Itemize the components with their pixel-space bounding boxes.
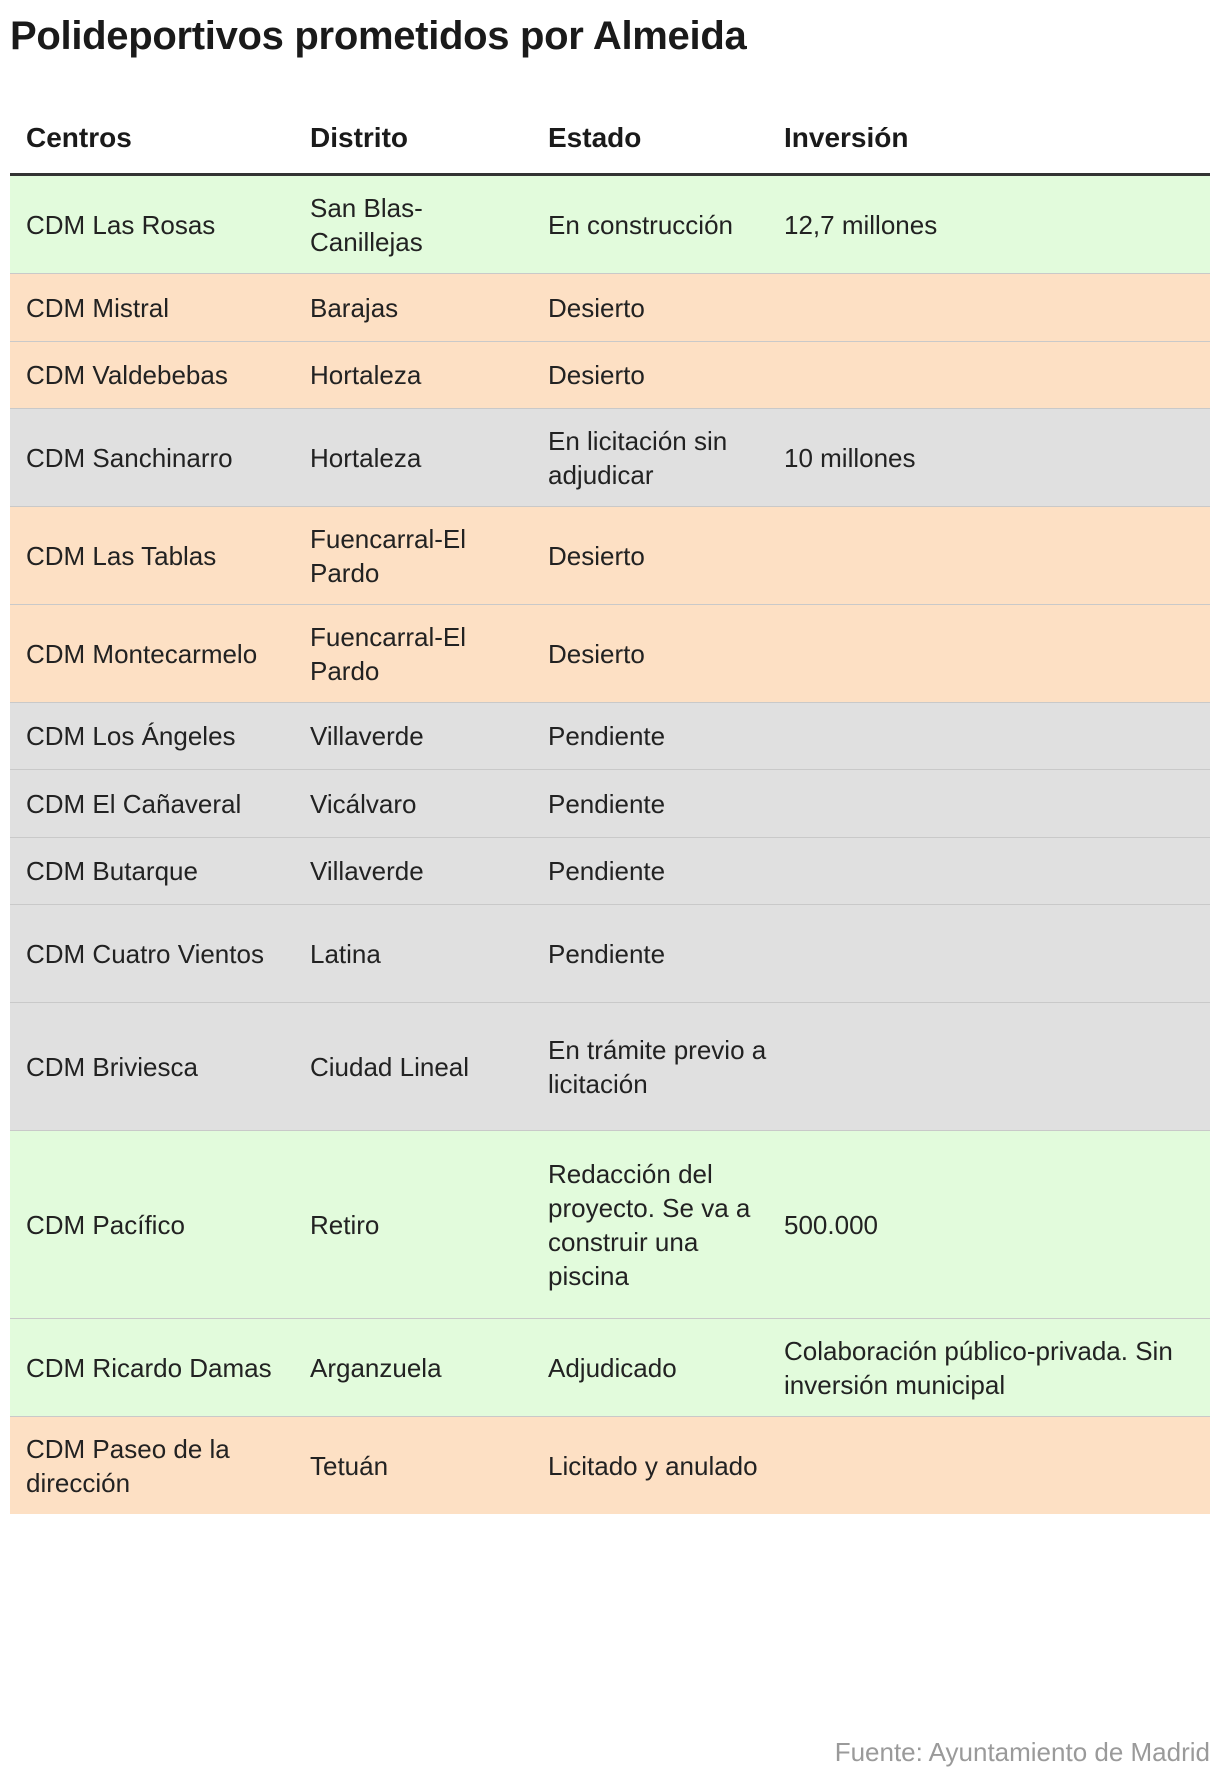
cell-distrito: Latina [310, 938, 381, 969]
table-row [10, 1417, 1210, 1514]
cell-distrito: Vicálvaro [310, 788, 417, 819]
cell-distrito: Fuencarral-El Pardo [310, 523, 467, 588]
cell-estado: Pendiente [548, 856, 666, 886]
cell-centro: CDM Cuatro Vientos [26, 938, 264, 969]
cell-estado: Pendiente [548, 788, 666, 819]
table-row [10, 838, 1210, 905]
cell-centro: CDM Valdebebas [26, 360, 228, 390]
cell-estado: Desierto [548, 360, 645, 390]
table-row [10, 507, 1210, 605]
cell-distrito: Barajas [310, 292, 399, 323]
cell-distrito: Hortaleza [310, 442, 422, 473]
cell-estado: En trámite previo a licitación [548, 1034, 767, 1099]
source-note: Fuente: Ayuntamiento de Madrid [834, 1737, 1210, 1767]
cell-centro: CDM Las Tablas [26, 540, 217, 571]
cell-distrito: Tetuán [310, 1450, 389, 1481]
cell-estado: Desierto [548, 638, 645, 669]
table-row [10, 409, 1210, 507]
table-row [10, 1131, 1210, 1319]
cell-distrito: Fuencarral-El Pardo [310, 621, 467, 686]
cell-centro: CDM El Cañaveral [26, 788, 242, 819]
cell-centro: CDM Las Rosas [26, 209, 216, 240]
cell-centro: CDM Paseo de la dirección [26, 1433, 230, 1498]
table-row [10, 605, 1210, 703]
cell-inversion: 12,7 millones [784, 209, 938, 240]
header-estado: Estado [548, 121, 642, 153]
cell-estado: Pendiente [548, 721, 666, 751]
cell-estado: Redacción del proyecto. Se va a construir una piscina [548, 1158, 751, 1291]
table-row [10, 176, 1210, 274]
cell-distrito: Villaverde [310, 856, 424, 886]
table-row [10, 703, 1210, 770]
cell-centro: CDM Montecarmelo [26, 638, 258, 669]
cell-inversion: Colaboración público-privada. Sin inversión municipal [784, 1335, 1173, 1400]
cell-distrito: Retiro [310, 1209, 380, 1240]
table-row [10, 905, 1210, 1003]
cell-estado: Pendiente [548, 938, 666, 969]
cell-distrito: San Blas-Canillejas [310, 192, 423, 257]
cell-estado: Desierto [548, 540, 645, 571]
cell-estado: Adjudicado [548, 1352, 677, 1383]
header-centros: Centros [26, 121, 132, 153]
table-header [10, 102, 1210, 176]
table-body [10, 176, 1210, 1514]
cell-inversion: 500.000 [784, 1209, 878, 1240]
cell-distrito: Ciudad Lineal [310, 1051, 470, 1082]
cell-centro: CDM Briviesca [26, 1051, 198, 1082]
cell-estado: Desierto [548, 292, 645, 323]
cell-distrito: Hortaleza [310, 360, 422, 390]
table-row [10, 770, 1210, 838]
cell-estado: En licitación sin adjudicar [548, 425, 728, 490]
cell-estado: En construcción [548, 209, 733, 240]
table-row [10, 274, 1210, 342]
projects-table [10, 102, 1210, 1514]
page-title: Polideportivos prometidos por Almeida [10, 14, 747, 58]
cell-centro: CDM Ricardo Damas [26, 1352, 272, 1383]
table-row [10, 1003, 1210, 1131]
table-row [10, 1319, 1210, 1417]
cell-centro: CDM Los Ángeles [26, 721, 236, 751]
cell-centro: CDM Mistral [26, 292, 169, 323]
cell-centro: CDM Pacífico [26, 1209, 185, 1240]
cell-estado: Licitado y anulado [548, 1450, 758, 1481]
cell-inversion: 10 millones [784, 442, 916, 473]
header-inversion: Inversión [784, 121, 909, 153]
header-distrito: Distrito [310, 121, 408, 153]
cell-centro: CDM Butarque [26, 856, 198, 886]
table-row [10, 342, 1210, 409]
cell-centro: CDM Sanchinarro [26, 442, 233, 473]
cell-distrito: Villaverde [310, 721, 424, 751]
cell-distrito: Arganzuela [310, 1352, 442, 1383]
